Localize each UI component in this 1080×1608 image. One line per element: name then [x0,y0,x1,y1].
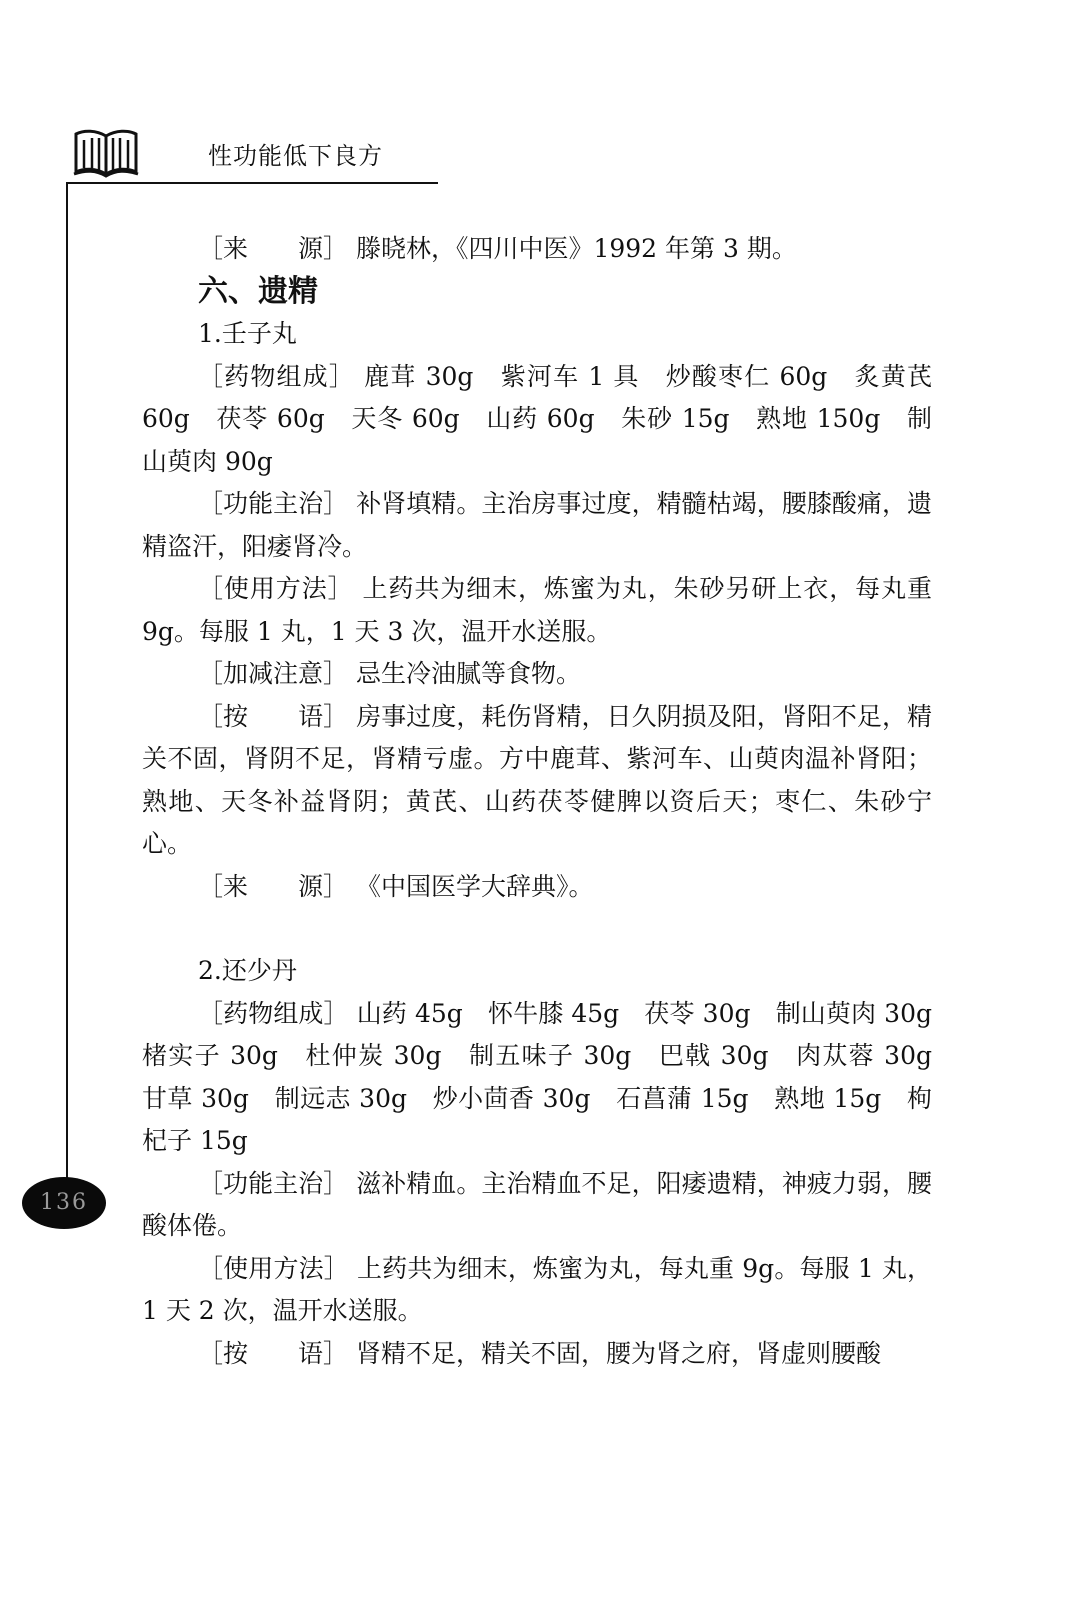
paragraph-gap [142,908,932,950]
source-1: ［来 源］ 《中国医学大辞典》。 [198,871,594,901]
function-2: ［功能主治］ 滋补精血。主治精血不足，阳痿遗精，神疲力弱，腰酸体倦。 [142,1168,932,1240]
prescription-title-2: 2.还少丹 [198,956,297,985]
prev-source-line: ［来 源］ 滕晓林，《四川中医》1992 年第 3 期。 [198,234,797,263]
comment-2: ［按 语］ 肾精不足，精关不固，腰为肾之府，肾虚则腰酸 [198,1338,881,1368]
composition-2: ［药物组成］ 山药 45g 怀牛膝 45g 茯苓 30g 制山萸肉 30g 楮实子 30g 杜仲炭 30g 制五味子 30g 巴戟 30g 肉苁蓉 30g 甘草 30g 制远志 30g 炒小茴香 30g 石菖蒲 15g 熟地 15g 枸杞子 15g [142,998,958,1155]
prescription-title-1: 1.壬子丸 [198,319,297,348]
page-number-badge: 136 [22,1177,106,1229]
page-body [142,228,958,1375]
header-rule [66,182,438,184]
running-header-title: 性功能低下良方 [208,142,383,170]
section-heading: 六、遗精 [198,273,318,309]
composition-1: ［药物组成］ 鹿茸 30g 紫河车 1 具 炒酸枣仁 60g 炙黄芪 60g 茯苓 60g 天冬 60g 山药 60g 朱砂 15g 熟地 150g 制山萸肉 90g [142,361,932,476]
usage-2: ［使用方法］ 上药共为细末，炼蜜为丸，每丸重 9g。每服 1 丸，1 天 2 次，温开水送服。 [142,1253,932,1325]
comment-1: ［按 语］ 房事过度，耗伤肾精，日久阴损及阳，肾阳不足，精关不固，肾阴不足，肾精亏虚。方中鹿茸、紫河车、山萸肉温补肾阳；熟地、天冬补益肾阴；黄芪、山药茯苓健脾以资后天；枣仁、朱砂宁心。 [142,701,932,858]
book-icon [72,128,140,178]
usage-1: ［使用方法］ 上药共为细末，炼蜜为丸，朱砂另研上衣，每丸重 9g。每服 1 丸，1 天 3 次，温开水送服。 [142,574,932,646]
function-1: ［功能主治］ 补肾填精。主治房事过度，精髓枯竭，腰膝酸痛，遗精盗汗，阳痿肾冷。 [142,489,932,561]
margin-rule [66,182,68,1192]
notes-1: ［加减注意］ 忌生冷油腻等食物。 [198,659,581,688]
